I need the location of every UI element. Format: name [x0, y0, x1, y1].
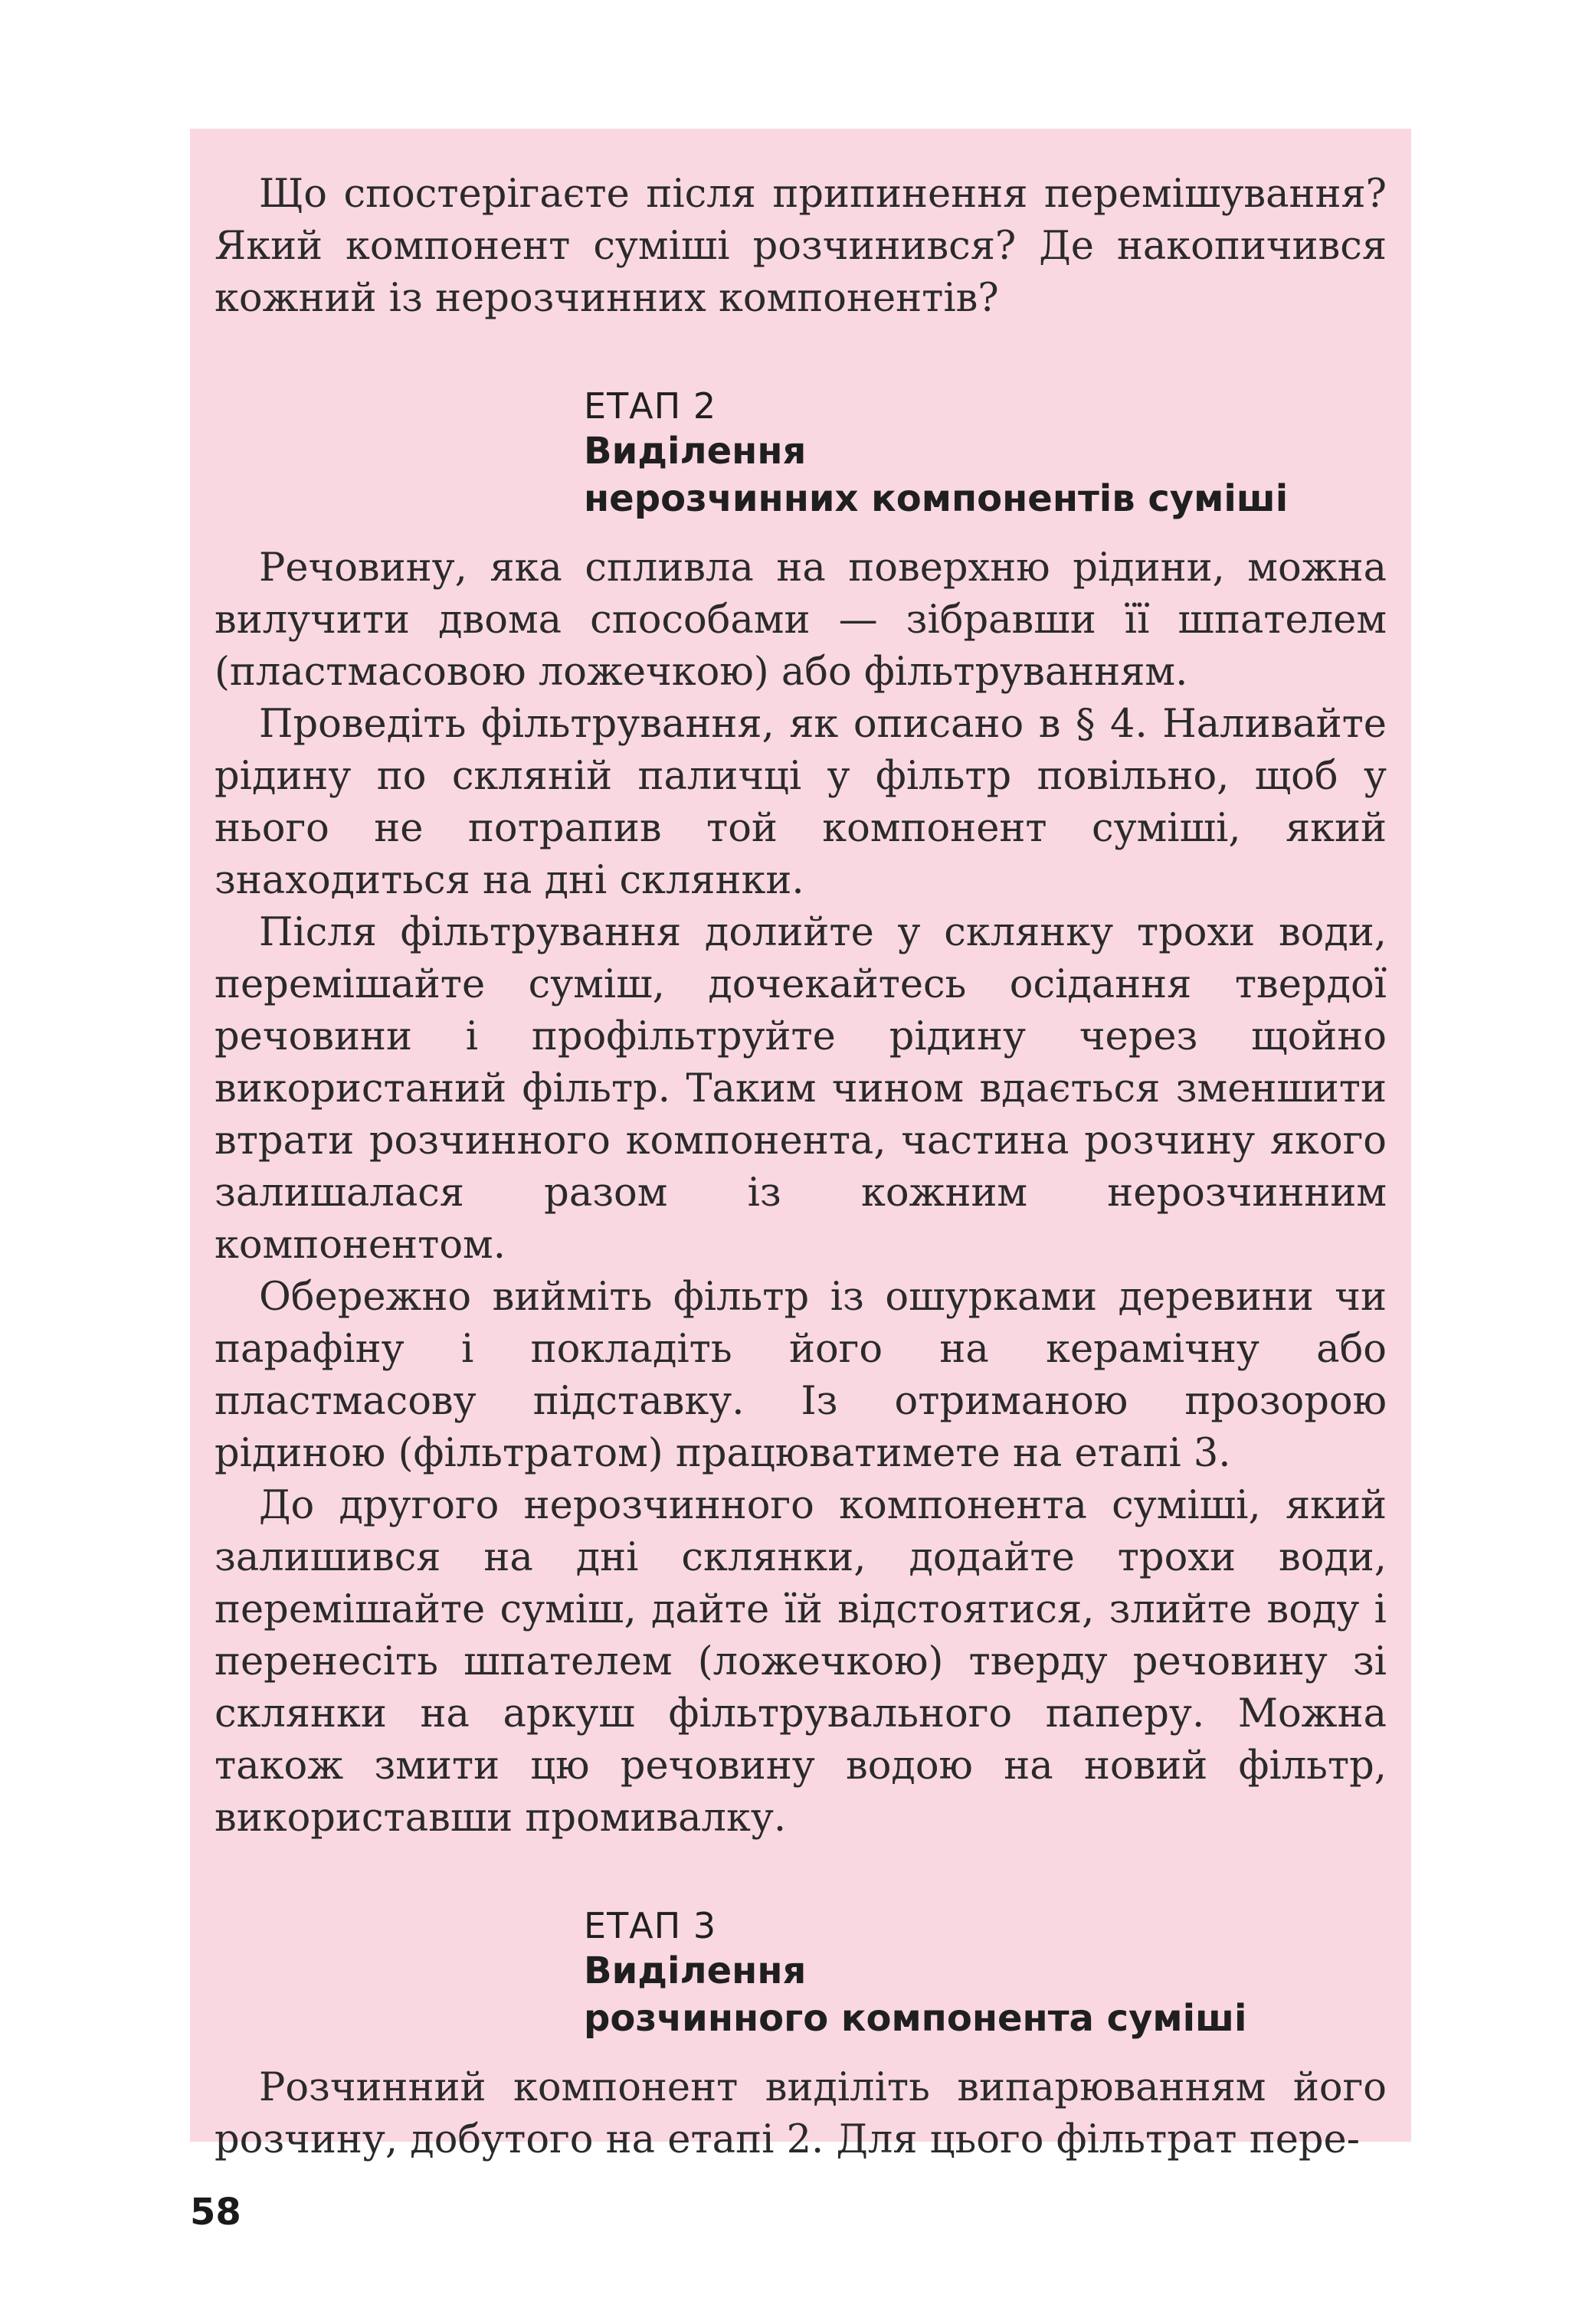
paragraph-stage3-1: Розчинний компонент виділіть випарюванням його розчину, добутого на етапі 2. Для цього фільтрат пере-	[215, 2065, 1387, 2162]
paragraph-stage2-3: Після фільтрування долийте у склянку трохи води, перемішайте суміш, дочекайтесь осідання твердої речовини і профільтруйте рідину через щойно використаний фільтр. Таким чином вдається зменшити втрати розчинного компонента, частина розчину якого залишалася разом із кожним нерозчинним компонентом.	[215, 910, 1387, 1268]
stage-3-title-line-1: Виділення	[584, 1949, 807, 1992]
stage-3-label: ЕТАП 3	[584, 1905, 717, 1946]
paragraph-stage2-2: Проведіть фільтрування, як описано в § 4. Наливайте рідину по скляній паличці у фільтр повільно, щоб у нього не потрапив той компонент суміші, який знаходиться на дні склянки.	[215, 702, 1387, 903]
stage-3-heading	[584, 1904, 1387, 2042]
stage-3-title-line-2: розчинного компонента суміші	[584, 1997, 1247, 2040]
paragraph-stage2-1: Речовину, яка спливла на поверхню рідини, можна вилучити двома способами — зібравши її шпателем (пластмасовою ложечкою) або фільтруванням.	[215, 545, 1387, 695]
stage-2-label: ЕТАП 2	[584, 385, 717, 427]
stage-2-title-line-1: Виділення	[584, 430, 807, 473]
page-number: 58	[190, 2191, 241, 2234]
stage-2-heading	[584, 385, 1387, 522]
paragraph-stage2-4: Обережно вийміть фільтр із ошурками деревини чи парафіну і покладіть його на керамічну або пластмасову підставку. Із отриманою прозорою рідиною (фільтратом) працюватимете на етапі 3.	[215, 1275, 1387, 1476]
stage-2-title-line-2: нерозчинних компонентів суміші	[584, 477, 1289, 520]
paragraph-stage2-5: До другого нерозчинного компонента суміші, який залишився на дні склянки, додайте трохи води, перемішайте суміш, дайте їй відстоятися, злийте воду і перенесіть шпателем (ложечкою) тверду речовину зі склянки на аркуш фільтрувального паперу. Можна також змити цю речовину водою на новий фільтр, використавши промивалку.	[215, 1483, 1387, 1841]
paragraph-intro: Що спостерігаєте після припинення перемішування? Який компонент суміші розчинився? Де накопичився кожний із нерозчинних компонентів?	[215, 172, 1387, 321]
pink-content-box	[190, 129, 1411, 2162]
